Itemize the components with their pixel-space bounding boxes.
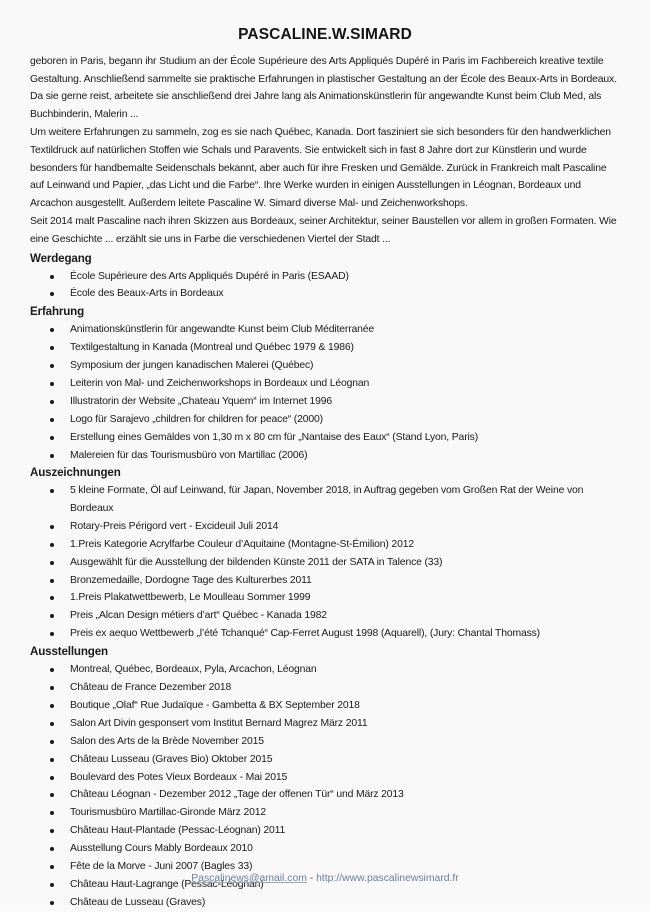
bullet-icon bbox=[50, 614, 54, 618]
section-auszeichnungen bbox=[30, 464, 620, 642]
list-item: Boulevard des Potes Vieux Bordeaux - Mai 2015 bbox=[30, 769, 620, 787]
intro-paragraph-3: Seit 2014 malt Pascaline nach ihren Skizzen aus Bordeaux, seiner Architektur, seiner Baustellen vor allem in großen Formaten. Wie eine Geschichte ... erzählt sie uns in Farbe die verschiedenen Viertel der Stadt ... bbox=[30, 216, 617, 245]
bullet-icon bbox=[50, 632, 54, 636]
bullet-icon bbox=[50, 776, 54, 780]
list-item: Textilgestaltung in Kanada (Montreal und Québec 1979 & 1986) bbox=[30, 339, 620, 357]
contact-footer bbox=[0, 873, 650, 884]
bullet-icon bbox=[50, 847, 54, 851]
list-item: Salon des Arts de la Brède November 2015 bbox=[30, 733, 620, 751]
list-item: Leiterin von Mal- und Zeichenworkshops in Bordeaux und Léognan bbox=[30, 375, 620, 393]
list-item: 1.Preis Kategorie Acrylfarbe Couleur d’Aquitaine (Montagne-St-Émilion) 2012 bbox=[30, 536, 620, 554]
website-link[interactable]: http://www.pascalinewsimard.fr bbox=[316, 873, 459, 884]
bullet-icon bbox=[50, 364, 54, 368]
list-item: Animationskünstlerin für angewandte Kunst beim Club Méditerranée bbox=[30, 321, 620, 339]
list-item: Illustratorin der Website „Chateau Yquem“ im Internet 1996 bbox=[30, 393, 620, 411]
list-item: Château de France Dezember 2018 bbox=[30, 679, 620, 697]
document-body bbox=[30, 53, 620, 912]
bullet-icon bbox=[50, 668, 54, 672]
section-werdegang bbox=[30, 250, 620, 303]
section-ausstellungen bbox=[30, 643, 620, 911]
bullet-icon bbox=[50, 758, 54, 762]
bullet-icon bbox=[50, 418, 54, 422]
list-item: Château Haut-Lagrange (Pessac-Léognan) bbox=[30, 876, 620, 894]
list-item: Rotary-Preis Périgord vert - Excideuil Juli 2014 bbox=[30, 518, 620, 536]
list-item: Château Léognan - Dezember 2012 „Tage der offenen Tür“ und März 2013 bbox=[30, 786, 620, 804]
bullet-icon bbox=[50, 722, 54, 726]
bullet-icon bbox=[50, 793, 54, 797]
list-item: 5 kleine Formate, Öl auf Leinwand, für Japan, November 2018, in Auftrag gegeben vom Großen Rat der Weine von Bordeaux bbox=[30, 482, 620, 517]
section-heading: Erfahrung bbox=[30, 305, 85, 319]
page-title: PASCALINE.W.SIMARD bbox=[238, 26, 412, 43]
list-item: Montreal, Québec, Bordeaux, Pyla, Arcachon, Léognan bbox=[30, 661, 620, 679]
list-item: Fête de la Morve - Juni 2007 (Bagles 33) bbox=[30, 858, 620, 876]
list-item: Bronzemedaille, Dordogne Tage des Kulturerbes 2011 bbox=[30, 572, 620, 590]
bullet-icon bbox=[50, 561, 54, 565]
intro-paragraph-2: Um weitere Erfahrungen zu sammeln, zog es sie nach Québec, Kanada. Dort fasziniert sie sich besonders für den handwerklichen Textildruck auf natürlichen Stoffen wie Schals und Paravents. Sie entwickelt sich in fast 8 Jahre dort zur Künstlerin und wurde besonders für handbemalte Seidenschals bekannt, aber auch für ihre Fresken und Gemälde. Zurück in Frankreich malt Pascaline auf Leinwand und Papier, „das Licht und die Farbe“. Ihre Werke wurden in einigen Ausstellungen in Léognan, Bordeaux und Arcachon ausgestellt. Außerdem leitete Pascaline W. Simard diverse Mal- und Zeichenworkshops. bbox=[30, 127, 611, 209]
section-heading: Ausstellungen bbox=[30, 645, 108, 659]
bullet-icon bbox=[50, 436, 54, 440]
bullet-icon bbox=[50, 328, 54, 332]
email-link[interactable]: Pascalinews@amail.com bbox=[191, 873, 307, 884]
list-item: Château Haut-Plantade (Pessac-Léognan) 2011 bbox=[30, 822, 620, 840]
bullet-icon bbox=[50, 489, 54, 493]
list-item: Salon Art Divin gesponsert vom Institut Bernard Magrez März 2011 bbox=[30, 715, 620, 733]
bullet-list bbox=[30, 268, 620, 303]
list-item: Symposium der jungen kanadischen Malerei (Québec) bbox=[30, 357, 620, 375]
bullet-icon bbox=[50, 275, 54, 279]
bullet-icon bbox=[50, 704, 54, 708]
bullet-icon bbox=[50, 811, 54, 815]
section-heading: Werdegang bbox=[30, 251, 92, 265]
bullet-icon bbox=[50, 382, 54, 386]
bullet-icon bbox=[50, 740, 54, 744]
bullet-icon bbox=[50, 686, 54, 690]
list-item: Erstellung eines Gemäldes von 1,30 m x 80 cm für „Nantaise des Eaux“ (Stand Lyon, Paris) bbox=[30, 429, 620, 447]
list-item: Preis ex aequo Wettbewerb „l’été Tchanqué“ Cap-Ferret August 1998 (Aquarell), (Jury: Chantal Thomass) bbox=[30, 625, 620, 643]
list-item: Malereien für das Tourismusbüro von Martillac (2006) bbox=[30, 447, 620, 465]
list-item: École Supérieure des Arts Appliqués Dupéré in Paris (ESAAD) bbox=[30, 268, 620, 286]
list-item: Boutique „Olaf“ Rue Judaïque - Gambetta & BX September 2018 bbox=[30, 697, 620, 715]
section-erfahrung bbox=[30, 303, 620, 464]
bullet-icon bbox=[50, 579, 54, 583]
bullet-icon bbox=[50, 543, 54, 547]
bullet-list bbox=[30, 482, 620, 642]
bullet-icon bbox=[50, 400, 54, 404]
bullet-icon bbox=[50, 901, 54, 905]
bullet-icon bbox=[50, 454, 54, 458]
list-item: Logo für Sarajevo „children for children for peace“ (2000) bbox=[30, 411, 620, 429]
section-heading: Auszeichnungen bbox=[30, 466, 121, 480]
list-item: Ausgewählt für die Ausstellung der bildenden Künste 2011 der SATA in Talence (33) bbox=[30, 554, 620, 572]
bullet-icon bbox=[50, 865, 54, 869]
list-item: Tourismusbüro Martillac-Gironde März 2012 bbox=[30, 804, 620, 822]
list-item: 1.Preis Plakatwettbewerb, Le Moulleau Sommer 1999 bbox=[30, 589, 620, 607]
list-item: Château de Lusseau (Graves) bbox=[30, 894, 620, 912]
bullet-icon bbox=[50, 525, 54, 529]
footer-separator: - bbox=[306, 873, 317, 884]
list-item: Preis „Alcan Design métiers d’art“ Québec - Kanada 1982 bbox=[30, 607, 620, 625]
bullet-icon bbox=[50, 829, 54, 833]
list-item: Ausstellung Cours Mably Bordeaux 2010 bbox=[30, 840, 620, 858]
bullet-icon bbox=[50, 292, 54, 296]
list-item: Château Lusseau (Graves Bio) Oktober 2015 bbox=[30, 751, 620, 769]
bullet-icon bbox=[50, 596, 54, 600]
bullet-icon bbox=[50, 346, 54, 350]
intro-paragraph-1: geboren in Paris, begann ihr Studium an der École Supérieure des Arts Appliqués Dupéré in Paris im Fachbereich kreative textile Gestaltung. Anschließend sammelte sie praktische Erfahrungen in plastischer Gestaltung an der École des Beaux-Arts in Bordeaux. Da sie gerne reist, arbeitete sie anschließend drei Jahre lang als Animationskünstlerin für angewandte Kunst beim Club Med, als Buchbinderin, Malerin ... bbox=[30, 56, 617, 120]
list-item: École des Beaux-Arts in Bordeaux bbox=[30, 285, 620, 303]
bullet-list bbox=[30, 321, 620, 464]
